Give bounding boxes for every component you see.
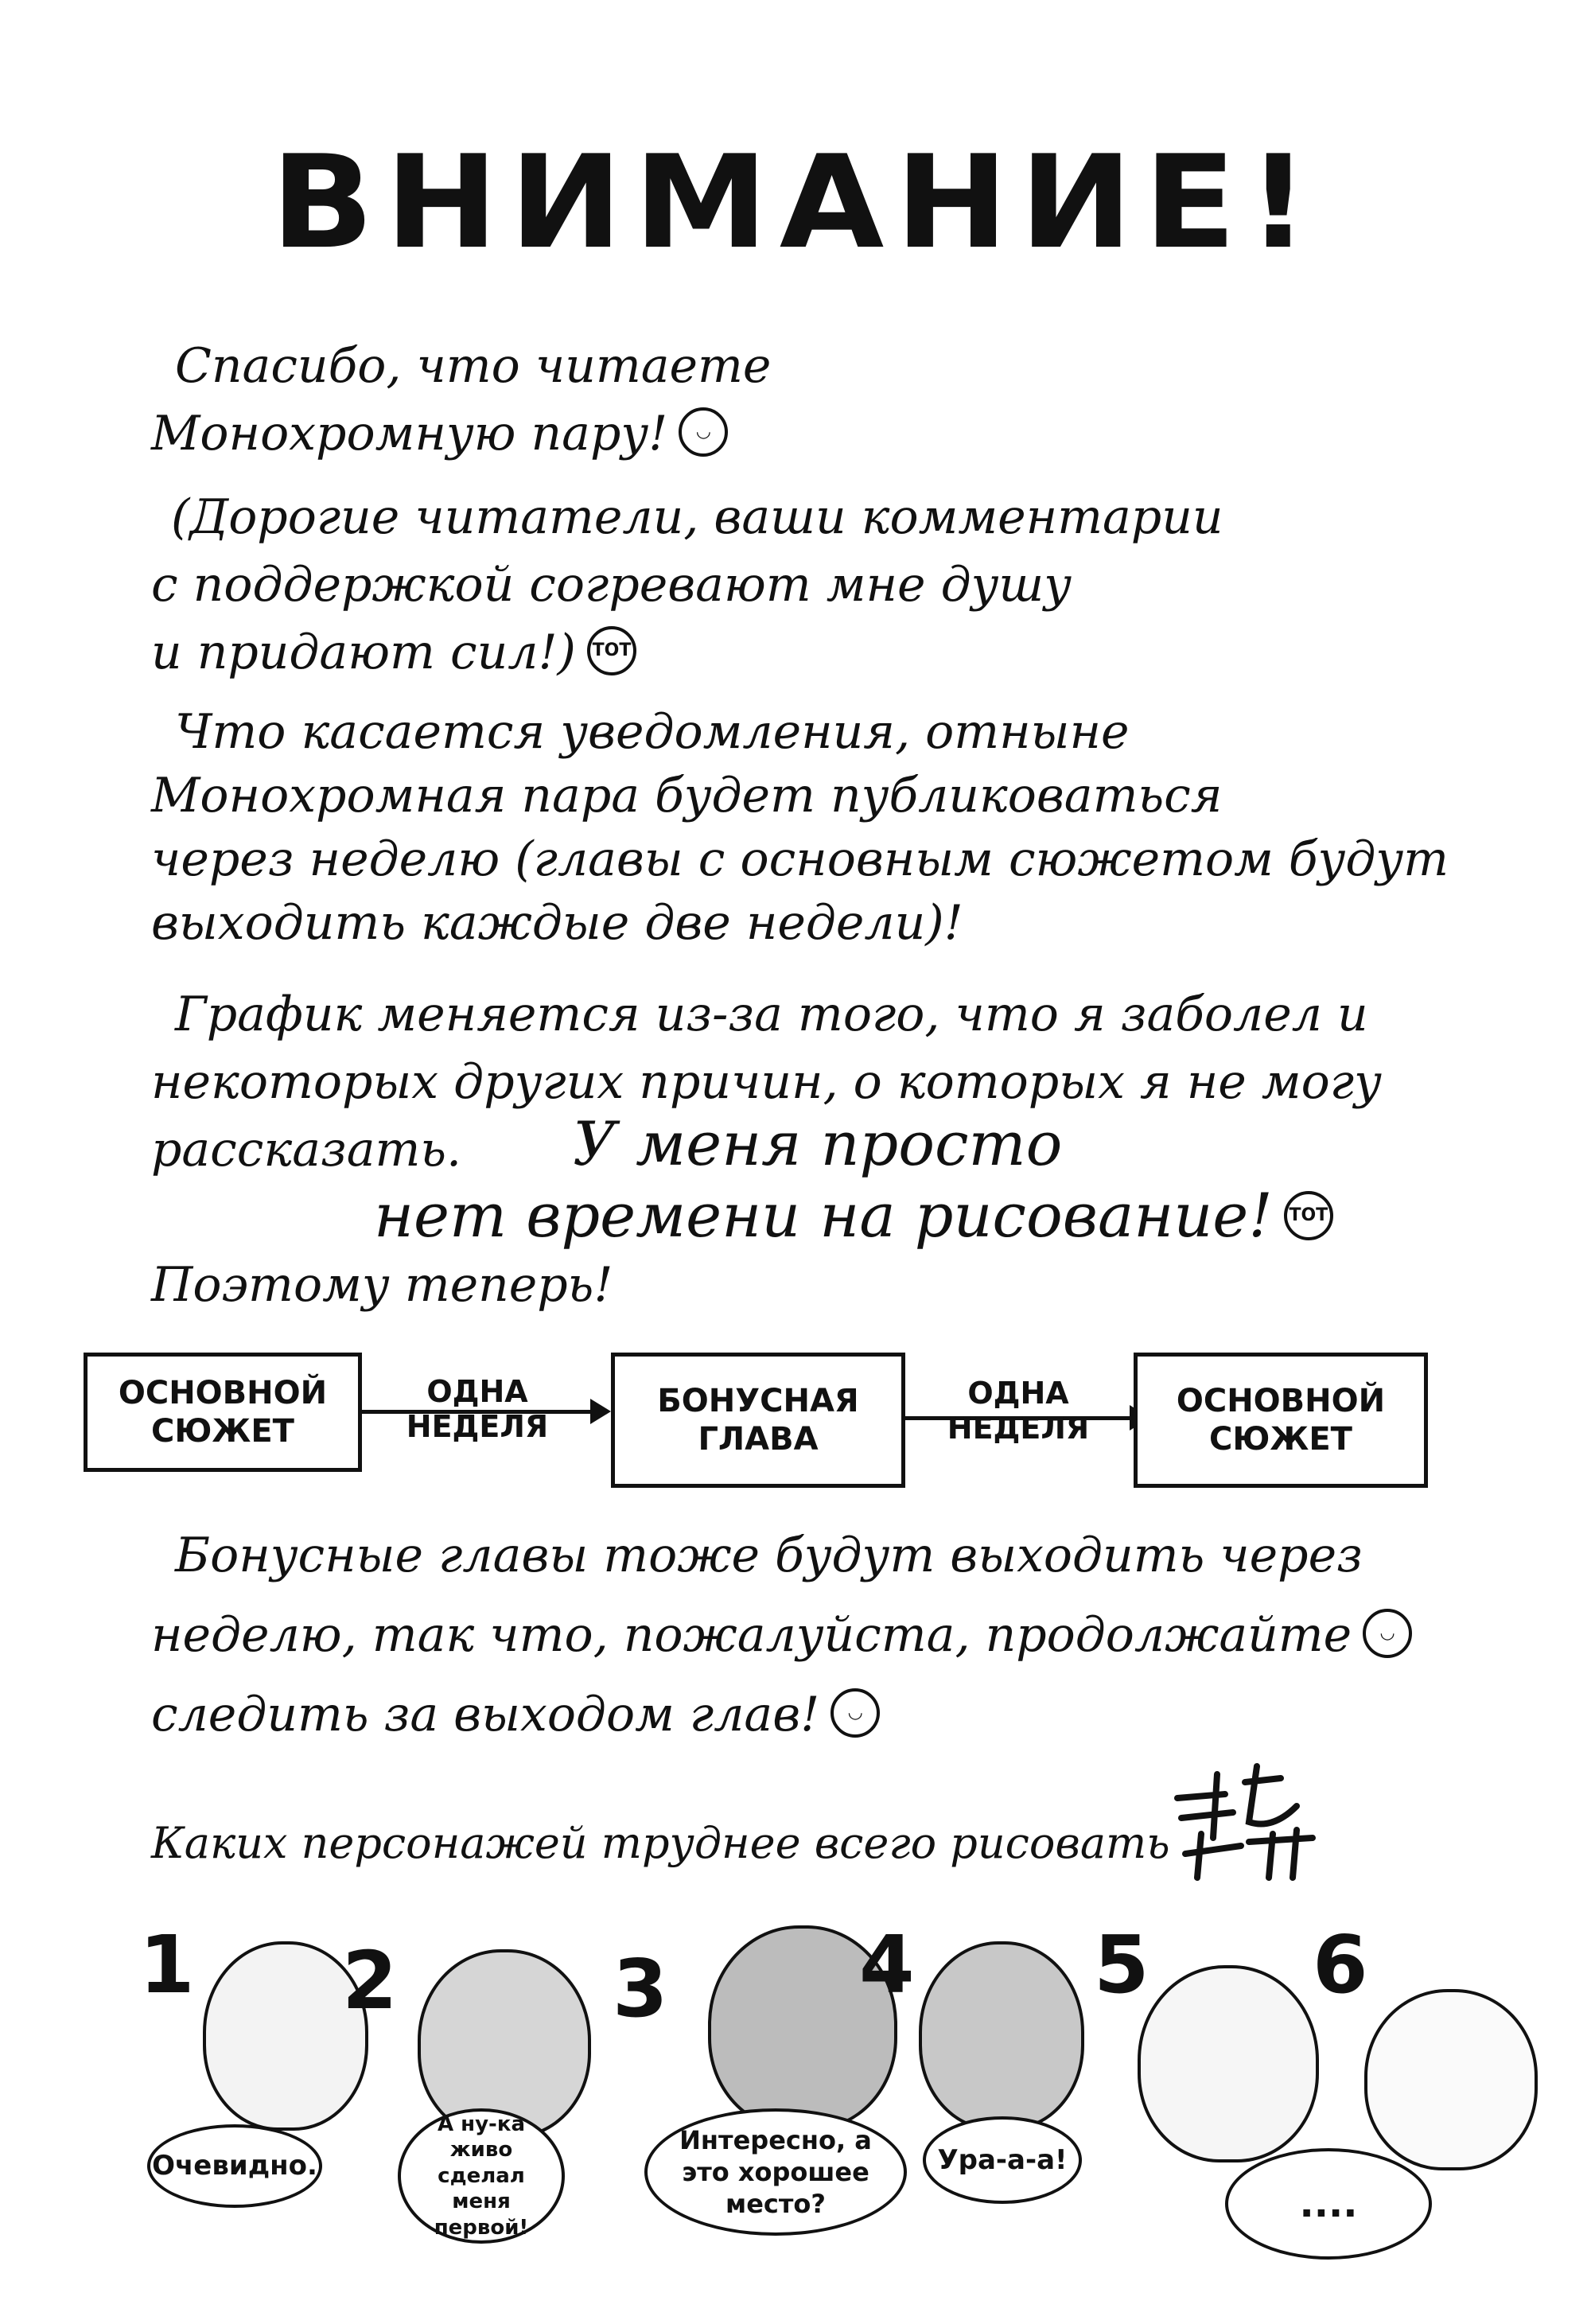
- schedule-box-main-story: ОСНОВНОЙ СЮЖЕТ: [1134, 1353, 1428, 1488]
- readers-line-2: с поддержкой согревают мне душу: [151, 557, 1072, 613]
- character-4-portrait: [919, 1941, 1084, 2131]
- page-title: ВНИМАНИЕ!: [270, 127, 1321, 278]
- character-6-speech-bubble: ....: [1225, 2148, 1432, 2260]
- crying-face-icon: TOT: [587, 626, 636, 675]
- crying-face-icon: TOT: [1284, 1191, 1333, 1240]
- rank-number-2: 2: [342, 1934, 398, 2027]
- hardest-to-draw-line: Каких персонажей труднее всего рисовать: [151, 1818, 1170, 1868]
- rank-number-4: 4: [859, 1918, 915, 2011]
- rank-number-5: 5: [1094, 1918, 1149, 2011]
- thanks-line-1: Спасибо, что читаете: [175, 338, 772, 394]
- reason-line-2: некоторых других причин, о которых я не могу: [151, 1054, 1382, 1110]
- winking-face-icon: ◡: [1363, 1609, 1412, 1658]
- so-now-line: Поэтому теперь!: [151, 1257, 613, 1313]
- tongue-face-icon: ◡: [679, 407, 728, 457]
- character-6-portrait: [1364, 1989, 1538, 2170]
- no-time-line-2: нет времени на рисование! TOT: [374, 1185, 1333, 1246]
- notice-line-2: Монохромная пара будет публиковаться: [151, 768, 1223, 823]
- rank-number-1: 1: [139, 1918, 195, 2011]
- notice-line-1: Что касается уведомления, отныне: [175, 704, 1130, 760]
- notice-line-4: выходить каждые две недели)!: [151, 895, 963, 951]
- reason-line-1: График меняется из-за того, что я заболел и: [175, 987, 1368, 1042]
- bonus-line-3: следить за выходом глав! ◡: [151, 1691, 880, 1742]
- readers-line-1: (Дорогие читатели, ваши комментарии: [171, 489, 1223, 545]
- no-time-line-1: У меня просто: [573, 1108, 1063, 1179]
- schedule-arrow-label-2: ОДНА НЕДЕЛЯ: [947, 1376, 1090, 1446]
- rank-number-6: 6: [1313, 1918, 1368, 2011]
- notice-line-3: через неделю (главы с основным сюжетом будут: [151, 831, 1449, 887]
- schedule-arrow-label-1: ОДНА НЕДЕЛЯ: [406, 1374, 549, 1444]
- author-signature: [1169, 1758, 1336, 1886]
- thanks-line-2: Монохромную пару! ◡: [151, 410, 728, 461]
- character-1-speech-bubble: Очевидно.: [147, 2124, 322, 2208]
- schedule-box-main-story: ОСНОВНОЙ СЮЖЕТ: [84, 1353, 362, 1472]
- character-3-speech-bubble: Интересно, а это хорошее место?: [644, 2108, 907, 2236]
- smiling-face-icon: ◡: [831, 1688, 880, 1738]
- character-4-speech-bubble: Ура-а-а!: [923, 2116, 1082, 2204]
- bonus-line-2: неделю, так что, пожалуйста, продолжайте ◡: [151, 1611, 1412, 1663]
- bonus-line-1: Бонусные главы тоже будут выходить через: [175, 1528, 1363, 1583]
- rank-number-3: 3: [613, 1942, 668, 2035]
- character-2-speech-bubble: А ну-ка живо сделал меня первой!: [398, 2108, 565, 2244]
- character-2-portrait: [418, 1949, 591, 2139]
- character-5-portrait: [1138, 1965, 1319, 2162]
- schedule-box-bonus: БОНУСНАЯ ГЛАВА: [611, 1353, 905, 1488]
- reason-line-3: рассказать.: [151, 1122, 462, 1178]
- readers-line-3: и придают сил!) TOT: [151, 629, 636, 680]
